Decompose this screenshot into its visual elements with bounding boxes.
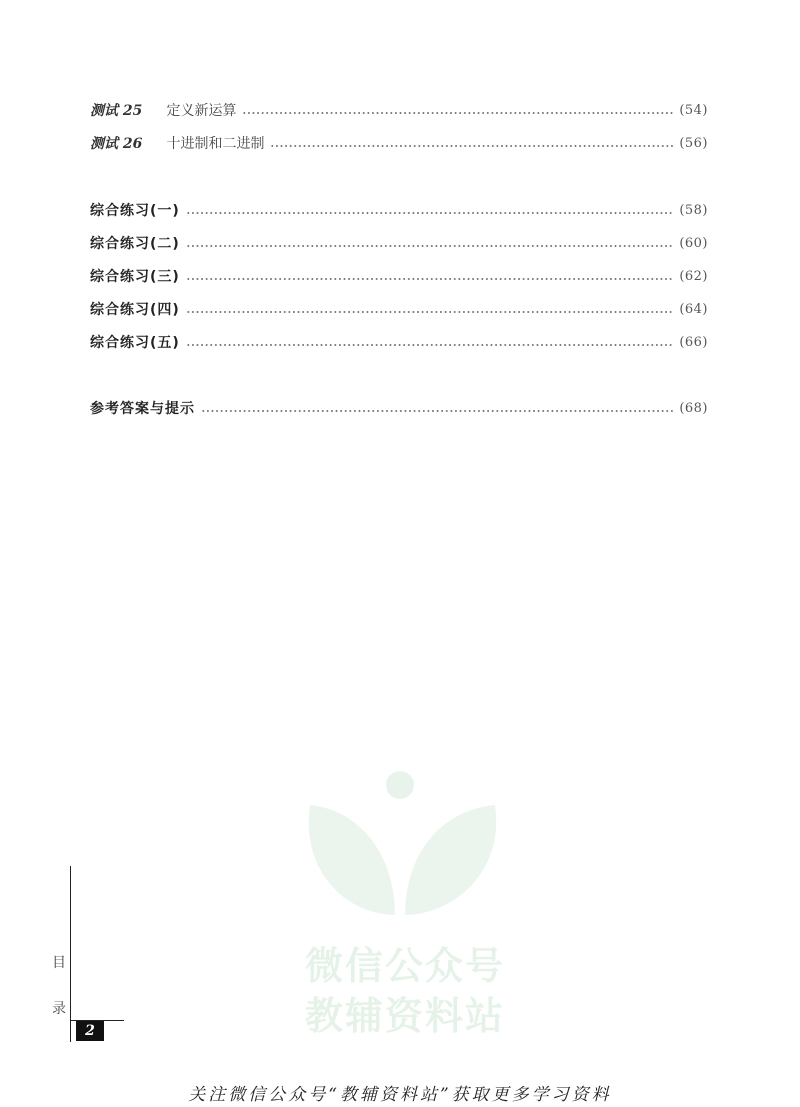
side-label-char-2: 录: [52, 1001, 66, 1017]
side-vertical-rule: [70, 866, 71, 1042]
toc-entry-exercise-5[interactable]: [90, 330, 708, 354]
watermark-line-2: 教辅资料站: [304, 994, 505, 1038]
dot-leader: [186, 236, 674, 250]
page-ref: (64): [679, 301, 708, 317]
entry-title: 综合练习(五): [90, 335, 180, 351]
dot-leader: [201, 401, 673, 415]
entry-title: 综合练习(二): [90, 236, 180, 252]
watermark: [290, 765, 520, 1045]
toc-entry-answers[interactable]: [90, 396, 708, 420]
dot-leader: [242, 103, 673, 117]
entry-title: 综合练习(三): [90, 269, 180, 285]
leaf-logo-icon: [290, 765, 520, 925]
page-ref: (54): [679, 102, 708, 118]
toc-entry-exercise-2[interactable]: [90, 231, 708, 255]
page-ref: (60): [679, 235, 708, 251]
dot-leader: [186, 335, 674, 349]
page-ref: (56): [679, 135, 708, 151]
side-label-char-1: 目: [52, 955, 66, 971]
toc-entry-exercise-3[interactable]: [90, 264, 708, 288]
page-number: 2: [76, 1021, 104, 1041]
page-ref: (68): [679, 400, 708, 416]
dot-leader: [186, 203, 674, 217]
entry-title: 参考答案与提示: [90, 401, 195, 417]
dot-leader: [186, 269, 674, 283]
entry-title: 综合练习(一): [90, 203, 180, 219]
footer-note: 关注微信公众号“教辅资料站”获取更多学习资料: [188, 1085, 612, 1105]
page-ref: (58): [679, 202, 708, 218]
dot-leader: [186, 302, 674, 316]
toc-entry-exercise-1[interactable]: [90, 198, 708, 222]
watermark-line-1: 微信公众号: [304, 944, 505, 988]
toc-entry-test-26[interactable]: [90, 131, 708, 155]
test-number: 测试 26: [90, 136, 143, 152]
entry-title: 综合练习(四): [90, 302, 180, 318]
entry-title: 定义新运算: [166, 103, 237, 119]
page-ref: (66): [679, 334, 708, 350]
toc-entry-test-25[interactable]: [90, 98, 708, 122]
dot-leader: [270, 136, 673, 150]
test-number: 测试 25: [90, 103, 143, 119]
toc-entry-exercise-4[interactable]: [90, 297, 708, 321]
entry-title: 十进制和二进制: [166, 136, 265, 152]
page-ref: (62): [679, 268, 708, 284]
